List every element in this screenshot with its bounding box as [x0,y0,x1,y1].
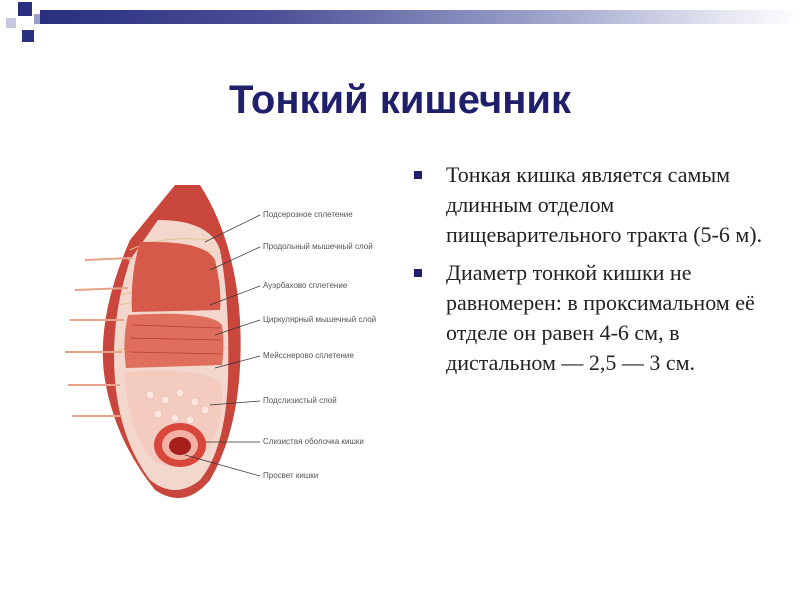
deco-square [18,2,32,16]
circular-muscle-layer [124,314,223,368]
diagram-label: Слизистая оболочка кишки [263,437,364,446]
diagram-label: Ауэрбахово сплетение [263,281,348,290]
intestine-cross-section-diagram [60,180,390,510]
diagram-label: Циркулярный мышечный слой [263,315,377,324]
deco-square [22,30,34,42]
deco-square [6,18,16,28]
slide-title: Тонкий кишечник [228,78,571,122]
bullet-text: Диаметр тонкой кишки не равномерен: в проксимальном её отделе он равен 4-6 см, в дистальном — 2,5 — 3 см. [446,260,755,375]
longitudinal-muscle-layer [132,242,221,312]
bullet-item [412,160,782,250]
lumen [169,437,191,455]
diagram-labels [263,210,376,480]
bullet-item [412,258,782,378]
diagram-label: Просвет кишки [263,471,319,480]
square-bullet-icon [414,171,422,179]
diagram-label: Мейсснерово сплетение [263,351,354,360]
diagram-label: Подсерозное сплетение [263,210,353,219]
header-gradient-bar [40,10,800,24]
square-bullet-icon [414,269,422,277]
bullet-list [412,160,782,386]
bullet-text: Тонкая кишка является самым длинным отделом пищеварительного тракта (5-6 м). [446,162,763,247]
header-decoration [0,0,800,50]
diagram-label: Подслизистый слой [263,396,337,405]
diagram-label: Продольный мышечный слой [263,242,373,251]
